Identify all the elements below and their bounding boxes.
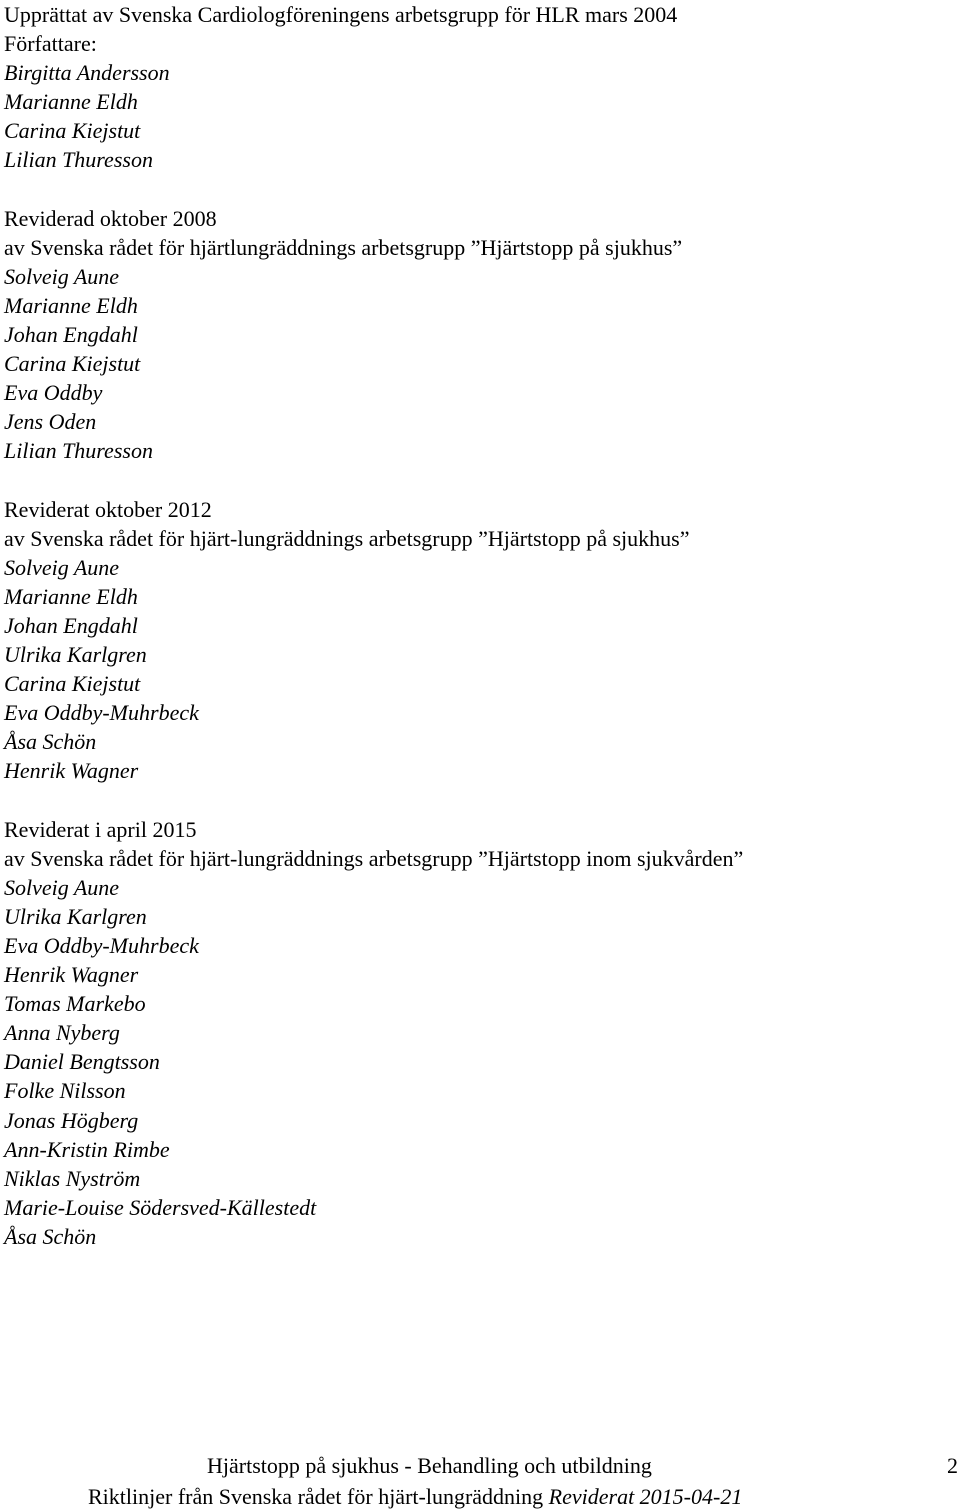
author-name: Åsa Schön — [4, 1223, 97, 1249]
author-name: Folke Nilsson — [4, 1078, 126, 1104]
section-heading: Reviderat oktober 2012 — [4, 496, 212, 522]
author-name: Carina Kiejstut — [4, 671, 141, 697]
section-subheading: Författare: — [4, 31, 97, 57]
author-name: Tomas Markebo — [4, 991, 146, 1017]
author-name: Marianne Eldh — [4, 583, 138, 609]
footer-subtitle: Riktlinjer från Svenska rådet för hjärt-lungräddning — [88, 1484, 544, 1509]
section-spacer — [4, 786, 954, 815]
section-2004 — [4, 0, 954, 175]
author-name: Johan Engdahl — [4, 612, 138, 638]
author-name: Solveig Aune — [4, 554, 120, 580]
section-2015 — [4, 815, 954, 1251]
author-name: Henrik Wagner — [4, 962, 139, 988]
document-body — [4, 0, 954, 1251]
footer-title: Hjärtstopp på sjukhus - Behandling och utbildning — [207, 1453, 652, 1478]
author-name: Henrik Wagner — [4, 758, 139, 784]
author-name: Anna Nyberg — [4, 1020, 120, 1046]
author-name: Carina Kiejstut — [4, 118, 141, 144]
author-name: Birgitta Andersson — [4, 60, 170, 86]
section-heading: Reviderat i april 2015 — [4, 816, 197, 842]
section-spacer — [4, 466, 954, 495]
section-2012 — [4, 495, 954, 786]
author-name: Marianne Eldh — [4, 89, 138, 115]
author-name: Eva Oddby-Muhrbeck — [4, 933, 199, 958]
author-name: Lilian Thuresson — [4, 438, 153, 464]
author-name: Åsa Schön — [4, 729, 97, 755]
author-name: Solveig Aune — [4, 263, 120, 289]
section-subheading: av Svenska rådet för hjärtlungräddnings arbetsgrupp ”Hjärtstopp på sjukhus” — [4, 234, 683, 260]
section-heading: Upprättat av Svenska Cardiologföreningens arbetsgrupp för HLR mars 2004 — [4, 2, 678, 27]
author-name: Marie-Louise Södersved-Källestedt — [4, 1194, 317, 1220]
author-name: Marianne Eldh — [4, 292, 138, 318]
author-name: Solveig Aune — [4, 874, 120, 900]
section-heading: Reviderad oktober 2008 — [4, 205, 217, 231]
author-name: Niklas Nyström — [4, 1165, 141, 1191]
author-name: Carina Kiejstut — [4, 351, 141, 377]
author-name: Jonas Högberg — [4, 1107, 139, 1133]
section-spacer — [4, 175, 954, 204]
author-name: Ulrika Karlgren — [4, 642, 147, 668]
author-name: Daniel Bengtsson — [4, 1049, 160, 1075]
section-2008 — [4, 204, 954, 466]
section-subheading: av Svenska rådet för hjärt-lungräddnings arbetsgrupp ”Hjärtstopp inom sjukvården” — [4, 845, 744, 871]
section-subheading: av Svenska rådet för hjärt-lungräddnings arbetsgrupp ”Hjärtstopp på sjukhus” — [4, 525, 690, 551]
author-name: Jens Oden — [4, 409, 97, 435]
author-name: Johan Engdahl — [4, 322, 138, 348]
footer-subtitle-line — [88, 1482, 742, 1511]
author-name: Eva Oddby — [4, 380, 103, 406]
author-name: Ulrika Karlgren — [4, 903, 147, 929]
author-name: Eva Oddby-Muhrbeck — [4, 700, 199, 726]
author-name: Lilian Thuresson — [4, 147, 153, 173]
footer-revision: Reviderat 2015-04-21 — [548, 1484, 743, 1509]
page-number: 2 — [947, 1453, 958, 1478]
author-name: Ann-Kristin Rimbe — [4, 1136, 170, 1162]
